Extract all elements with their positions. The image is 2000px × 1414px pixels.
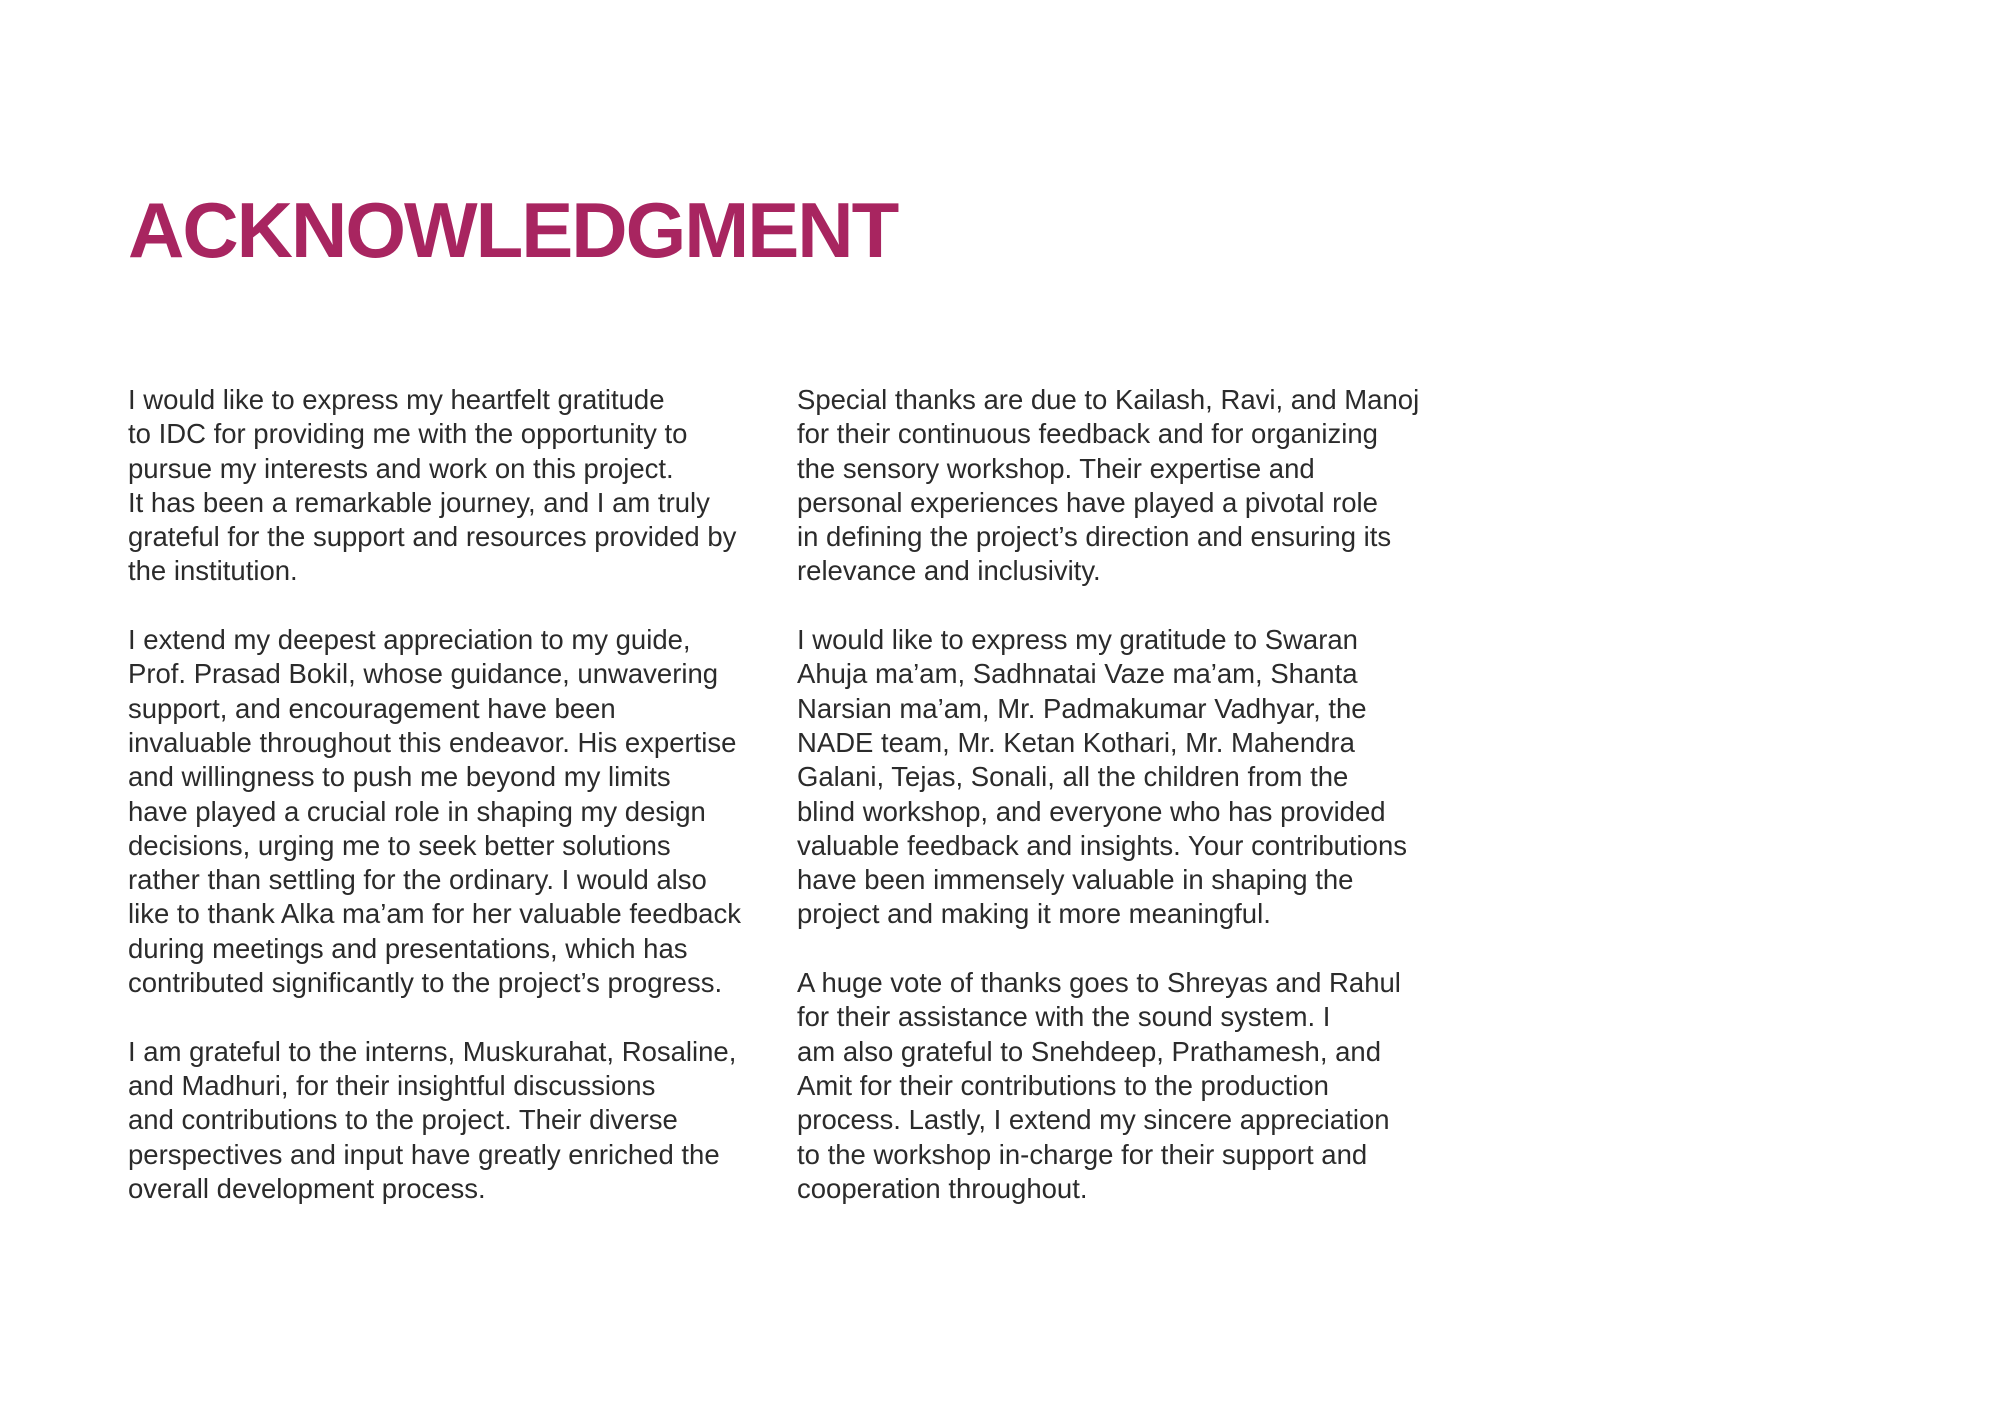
text-line: like to thank Alka ma’am for her valuable feedback: [128, 898, 741, 930]
paragraph: [128, 623, 788, 1000]
text-line: I am grateful to the interns, Muskurahat, Rosaline,: [128, 1035, 737, 1067]
text-line: valuable feedback and insights. Your contributions: [797, 829, 1408, 861]
text-line: in defining the project’s direction and ensuring its: [797, 521, 1392, 553]
text-line: I would like to express my heartfelt gratitude: [128, 384, 665, 415]
text-line: personal experiences have played a pivotal role: [797, 486, 1378, 518]
page-title: ACKNOWLEDGMENT: [128, 186, 898, 274]
text-line: process. Lastly, I extend my sincere appreciation: [797, 1104, 1390, 1136]
text-line: decisions, urging me to seek better solutions: [128, 829, 671, 861]
text-line: pursue my interests and work on this project.: [128, 452, 674, 484]
text-line: have played a crucial role in shaping my design: [128, 795, 706, 827]
text-line: rather than settling for the ordinary. I would also: [128, 864, 707, 896]
text-line: cooperation throughout.: [797, 1172, 1088, 1204]
text-line: to IDC for providing me with the opportunity to: [128, 418, 688, 450]
text-line: contributed significantly to the project’s progress.: [128, 967, 723, 999]
text-line: Amit for their contributions to the production: [797, 1069, 1329, 1101]
text-line: I would like to express my gratitude to Swaran: [797, 624, 1358, 656]
text-line: Narsian ma’am, Mr. Padmakumar Vadhyar, the: [797, 692, 1367, 724]
paragraph: [128, 383, 788, 589]
paragraph: [797, 966, 1457, 1206]
text-line: and Madhuri, for their insightful discussions: [128, 1069, 656, 1101]
text-line: blind workshop, and everyone who has provided: [797, 795, 1386, 827]
text-line: overall development process.: [128, 1172, 486, 1204]
text-line: Special thanks are due to Kailash, Ravi, and Manoj: [797, 384, 1420, 415]
left-column: [128, 383, 788, 1240]
paragraph: [797, 623, 1457, 932]
text-line: the sensory workshop. Their expertise and: [797, 452, 1315, 484]
text-line: Galani, Tejas, Sonali, all the children from the: [797, 761, 1349, 793]
text-line: A huge vote of thanks goes to Shreyas and Rahul: [797, 967, 1401, 999]
text-line: NADE team, Mr. Ketan Kothari, Mr. Mahendra: [797, 726, 1355, 758]
text-line: and willingness to push me beyond my limits: [128, 761, 671, 793]
text-line: for their continuous feedback and for organizing: [797, 418, 1378, 450]
text-line: It has been a remarkable journey, and I am truly: [128, 486, 710, 518]
text-line: have been immensely valuable in shaping the: [797, 864, 1354, 896]
text-line: am also grateful to Snehdeep, Prathamesh, and: [797, 1035, 1381, 1067]
text-line: invaluable throughout this endeavor. His expertise: [128, 726, 737, 758]
text-line: for their assistance with the sound system. I: [797, 1001, 1331, 1033]
text-line: and contributions to the project. Their diverse: [128, 1104, 678, 1136]
text-line: support, and encouragement have been: [128, 692, 616, 724]
text-line: project and making it more meaningful.: [797, 898, 1271, 930]
text-line: the institution.: [128, 555, 298, 587]
text-line: grateful for the support and resources provided by: [128, 521, 737, 553]
paragraph: [797, 383, 1457, 589]
text-line: relevance and inclusivity.: [797, 555, 1101, 587]
text-line: Ahuja ma’am, Sadhnatai Vaze ma’am, Shanta: [797, 658, 1358, 690]
text-line: perspectives and input have greatly enriched the: [128, 1138, 720, 1170]
text-line: during meetings and presentations, which has: [128, 932, 688, 964]
right-column: [797, 383, 1457, 1240]
text-line: to the workshop in-charge for their support and: [797, 1138, 1368, 1170]
paragraph: [128, 1035, 788, 1206]
text-line: Prof. Prasad Bokil, whose guidance, unwavering: [128, 658, 719, 690]
text-line: I extend my deepest appreciation to my guide,: [128, 624, 691, 656]
